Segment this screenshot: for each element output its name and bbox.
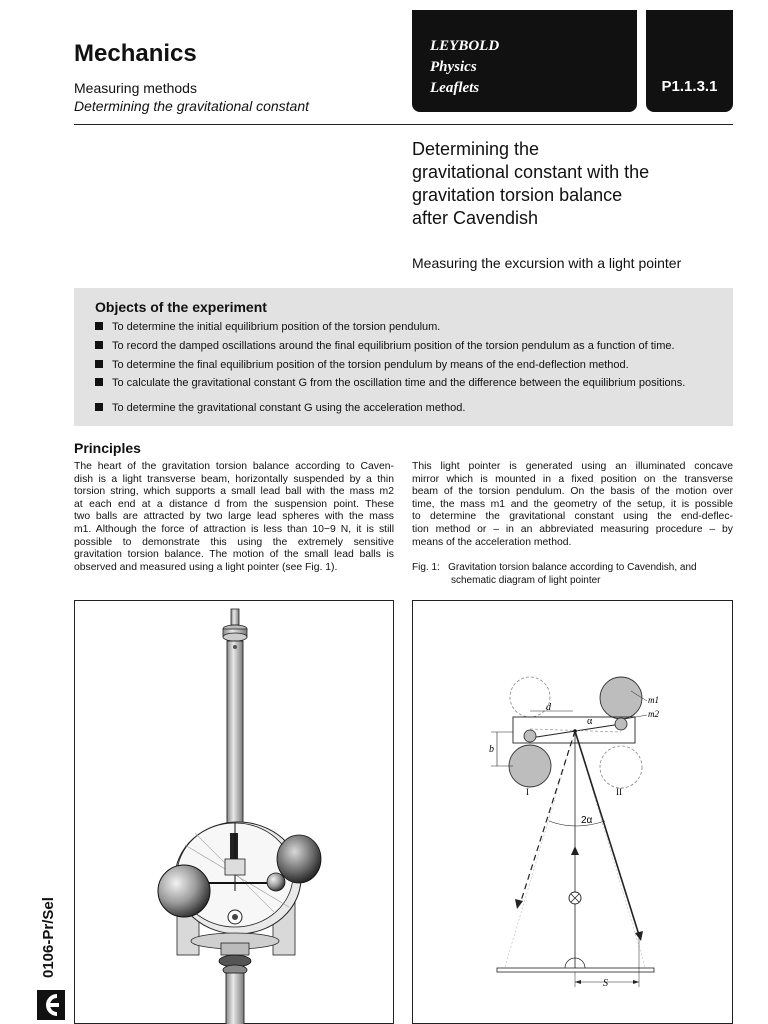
- text-line: two balls are attracted by two large lead spheres with the mass: [74, 511, 394, 523]
- text-line: observed and measured using a light pointer (see Fig. 1).: [74, 561, 338, 573]
- document-code: 0106-Pr/Sel: [40, 897, 57, 978]
- caption-line: Fig. 1: Gravitation torsion balance according to Cavendish, and: [412, 562, 697, 573]
- apparatus-figure: [74, 600, 394, 1024]
- main-title: [412, 138, 649, 230]
- category-label: Measuring methods: [74, 80, 197, 96]
- text-line: possible to demonstrate this using the extremely sensitive: [74, 536, 394, 548]
- alpha-label: α: [587, 716, 593, 727]
- text-line: to determine the gravitational constant using the end-deflec-: [412, 511, 733, 523]
- objective-item: To determine the initial equilibrium position of the torsion pendulum.: [95, 321, 440, 333]
- text-line: The heart of the gravitation torsion balance according to Caven-: [74, 461, 394, 472]
- text-line: m1. Although the force of attraction is less than 10−9 N, it is still: [74, 523, 394, 535]
- main-subtitle: Measuring the excursion with a light pointer: [412, 255, 682, 271]
- title-line: after Cavendish: [412, 208, 539, 228]
- square-bullet-icon: [95, 341, 103, 349]
- text-line: torsion string, which supports a small lead ball with the mass m2: [74, 486, 394, 498]
- leybold-logo: [37, 990, 65, 1020]
- leaflet-code: P1.1.3.1: [661, 78, 718, 95]
- m1-label: m1: [648, 695, 659, 705]
- title-line: gravitation torsion balance: [412, 185, 623, 205]
- position-2-label: II: [616, 787, 622, 797]
- brand-box: [412, 10, 637, 112]
- brand-line: Leaflets: [430, 80, 480, 96]
- leaflet-code-box: [646, 10, 733, 112]
- torsion-balance-illustration: [75, 601, 395, 1024]
- figure-caption: [412, 562, 697, 587]
- brand-line: LEYBOLD: [430, 38, 500, 54]
- brand-line: Physics: [430, 59, 477, 75]
- text-line: at each end at a distance d from the suspension point. These: [74, 498, 394, 510]
- topic-label: Determining the gravitational constant: [74, 98, 310, 114]
- objective-item: To record the damped oscillations around the final equilibrium position of the torsion pendulum as a function of time.: [95, 340, 675, 352]
- header-rule: [74, 124, 733, 125]
- principles-right-column: [412, 461, 733, 549]
- subject-title: Mechanics: [74, 40, 197, 67]
- text-line: dish is a light transverse beam, horizontally suspended by a thin: [74, 473, 394, 485]
- title-line: gravitational constant with the: [412, 162, 650, 182]
- objective-item: To calculate the gravitational constant G from the oscillation time and the difference between the equilibrium positions.: [95, 377, 685, 389]
- light-pointer-schematic: [413, 601, 734, 1024]
- text-line: gravitation torsion balance. The motion of the small lead balls is: [74, 549, 394, 561]
- objective-item: To determine the final equilibrium position of the torsion pendulum by means of the end-deflection method.: [95, 359, 629, 371]
- m2-label: m2: [648, 709, 659, 719]
- principles-left-column: [74, 461, 394, 574]
- s-label: S: [603, 978, 608, 989]
- caption-line: schematic diagram of light pointer: [451, 574, 601, 586]
- b-label: b: [489, 744, 494, 755]
- text-line: time, the mass m1 and the geometry of the setup, it is possible: [412, 498, 733, 510]
- title-line: Determining the: [412, 139, 540, 159]
- principles-heading: Principles: [74, 440, 141, 456]
- text-line: This light pointer is generated using an illuminated concave: [412, 461, 733, 472]
- square-bullet-icon: [95, 360, 103, 368]
- objective-item: To determine the gravitational constant G using the acceleration method.: [95, 402, 465, 414]
- schematic-figure: [412, 600, 733, 1024]
- square-bullet-icon: [95, 403, 103, 411]
- square-bullet-icon: [95, 378, 103, 386]
- objects-heading: Objects of the experiment: [95, 299, 267, 315]
- square-bullet-icon: [95, 322, 103, 330]
- text-line: beam of the torsion pendulum. On the basis of the motion over: [412, 486, 733, 498]
- text-line: mirror which is mounted in a fixed position on the transverse: [412, 473, 733, 485]
- text-line: means of the acceleration method.: [412, 536, 572, 548]
- text-line: tion method or – in an abbreviated measuring procedure – by: [412, 523, 733, 535]
- d-label: d: [546, 702, 551, 713]
- leybold-logo-icon: [37, 990, 65, 1020]
- position-1-label: I: [526, 787, 529, 797]
- two-alpha-label: 2α: [581, 815, 593, 826]
